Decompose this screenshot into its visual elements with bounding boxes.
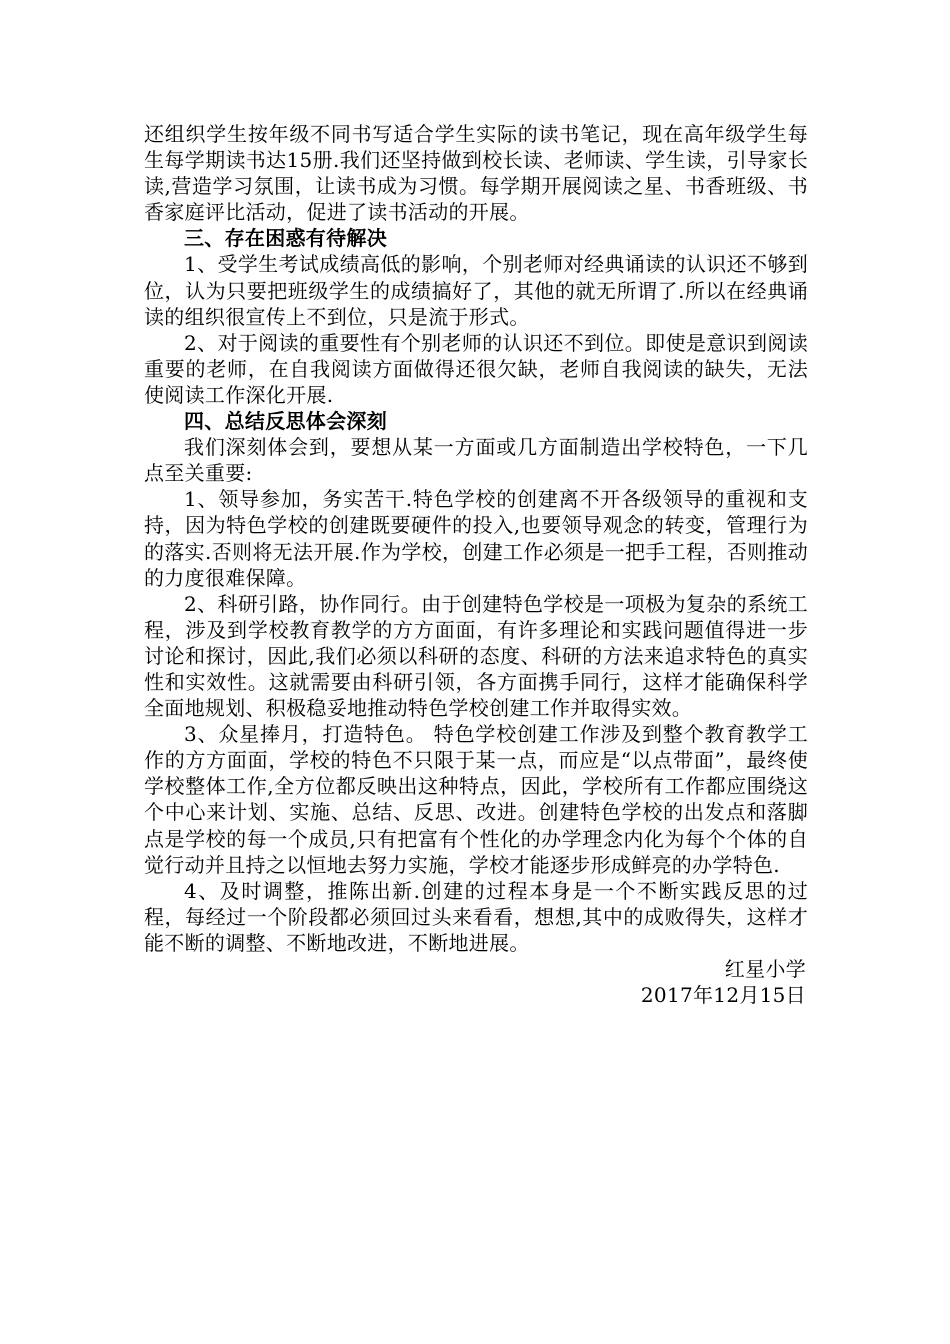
section-3-heading: 三、存在困惑有待解决 xyxy=(184,226,387,251)
section-4-paragraph-2: 2、科研引路，协作同行。由于创建特色学校是一项极为复杂的系统工程，涉及到学校教育教学的方方面面，有许多理论和实践问题值得进一步讨论和探讨，因此,我们必须以科研的态度、科研的方法来追求特色的真实性和实效性。这就需要由科研引领，各方面携手同行，这样才能确保科学全面地规划、积极稳妥地推动特色学校创建工作并取得实效。 xyxy=(144,591,808,721)
section-4-paragraph-4: 4、及时调整，推陈出新.创建的过程本身是一个不断实践反思的过程，每经过一个阶段都必须回过头来看看，想想,其中的成败得失，这样才能不断的调整、不断地改进，不断地进展。 xyxy=(144,878,808,955)
section-4-heading: 四、总结反思体会深刻 xyxy=(184,409,387,434)
section-4-paragraph-3: 3、众星捧月，打造特色。 特色学校创建工作涉及到整个教育教学工作的方方面面，学校的特色不只限于某一点，而应是“以点带面”，最终使学校整体工作,全方位都反映出这种特点，因此，学校所有工作都应围绕这个中心来计划、实施、总结、反思、改进。创建特色学校的出发点和落脚点是学校的每一个成员,只有把富有个性化的办学理念内化为每个个体的自觉行动并且持之以恒地去努力实施，学校才能逐步形成鲜亮的办学特色. xyxy=(144,722,808,877)
section-4-paragraph-intro: 我们深刻体会到，要想从某一方面或几方面制造出学校特色，一下几点至关重要: xyxy=(144,435,808,486)
intro-paragraph: 还组织学生按年级不同书写适合学生实际的读书笔记，现在高年级学生每生每学期读书达15册.我们还坚持做到校长读、老师读、学生读，引导家长读,营造学习氛围，让读书成为习惯。每学期开展阅读之星、书香班级、书香家庭评比活动，促进了读书活动的开展。 xyxy=(144,122,808,225)
section-4-paragraph-1: 1、领导参加，务实苦干.特色学校的创建离不开各级领导的重视和支持，因为特色学校的创建既要硬件的投入,也要领导观念的转变，管理行为的落实.否则将无法开展.作为学校，创建工作必须是一把手工程，否则推动的力度很难保障。 xyxy=(144,487,808,590)
section-3-paragraph-1: 1、受学生考试成绩高低的影响，个别老师对经典诵读的认识还不够到位，认为只要把班级学生的成绩搞好了，其他的就无所谓了.所以在经典诵读的组织很宣传上不到位，只是流于形式。 xyxy=(144,252,808,329)
section-3-paragraph-2: 2、对于阅读的重要性有个别老师的认识还不到位。即使是意识到阅读重要的老师，在自我阅读方面做得还很欠缺，老师自我阅读的缺失，无法使阅读工作深化开展. xyxy=(144,330,808,407)
signature-date: 2017年12月15日 xyxy=(640,983,806,1008)
document-page xyxy=(144,121,808,1008)
signature-org: 红星小学 xyxy=(724,957,806,981)
